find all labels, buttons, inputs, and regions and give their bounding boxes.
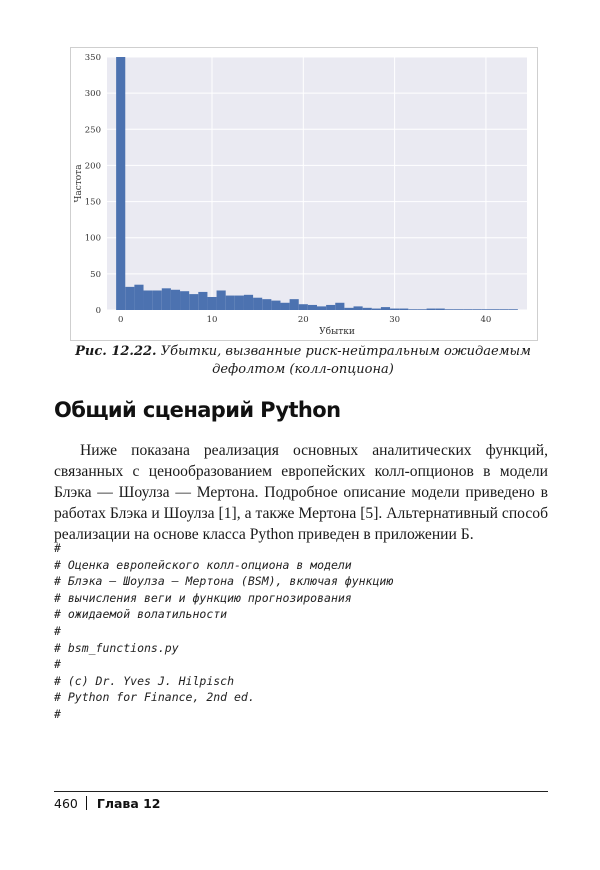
footer-separator	[86, 796, 87, 810]
histogram-bar	[381, 307, 390, 310]
histogram-bar	[317, 306, 326, 310]
histogram-figure	[70, 47, 538, 341]
histogram-bar	[445, 309, 454, 310]
histogram-bar	[390, 309, 399, 310]
y-tick-label: 350	[84, 53, 101, 63]
caption-text-1: Убытки, вызванные риск-нейтральным ожидаемым	[160, 344, 531, 359]
histogram-bar	[180, 291, 189, 310]
histogram-bar	[436, 309, 445, 310]
code-line: # bsm_functions.py	[54, 640, 179, 655]
histogram-bar	[399, 309, 408, 310]
histogram-bar	[372, 309, 381, 310]
x-tick-label: 40	[480, 315, 492, 325]
code-line: # Python for Finance, 2nd ed.	[54, 690, 255, 705]
histogram-bar	[253, 298, 262, 310]
histogram-bar	[144, 290, 153, 310]
histogram-bar	[326, 305, 335, 310]
histogram-bar	[363, 308, 372, 310]
code-line: #	[54, 657, 61, 672]
code-line: #	[54, 541, 61, 555]
histogram-bar	[290, 299, 299, 310]
section-title: Общий сценарий Python	[54, 398, 341, 422]
histogram-bar	[162, 288, 171, 310]
caption-line-2: дефолтом (колл-опциона)	[212, 362, 394, 377]
caption-line-1	[70, 343, 536, 361]
x-tick-label: 20	[297, 315, 309, 325]
histogram-bar	[226, 296, 235, 310]
histogram-bar	[134, 285, 143, 310]
x-tick-label: 0	[117, 315, 124, 325]
code-line: #	[54, 706, 61, 721]
code-line: # ожидаемой волатильности	[54, 607, 228, 622]
y-tick-label: 50	[90, 269, 101, 280]
code-line: # вычисления веги и функцию прогнозирования	[54, 590, 352, 605]
histogram-bar	[299, 304, 308, 310]
figure-number: Рис. 12.22.	[75, 344, 157, 359]
histogram-bar	[463, 309, 472, 310]
code-line: #	[54, 623, 61, 638]
chapter-label: Глава 12	[96, 796, 161, 811]
histogram-bar	[198, 292, 207, 310]
histogram-bar	[472, 309, 481, 310]
y-tick-label: 0	[95, 306, 101, 316]
histogram-bar	[116, 57, 125, 310]
histogram-bar	[417, 309, 426, 310]
histogram-bar	[500, 309, 509, 310]
histogram-bar	[271, 301, 280, 310]
histogram-bar	[509, 309, 518, 310]
x-tick-label: 10	[206, 315, 218, 325]
histogram-bar	[262, 299, 271, 310]
page-number: 460	[54, 796, 78, 811]
histogram-bar	[153, 290, 162, 310]
histogram-bar	[207, 297, 216, 310]
code-line: # Оценка европейского колл-опциона в модели	[54, 557, 352, 572]
histogram-bar	[481, 309, 490, 310]
histogram-bar	[171, 290, 180, 310]
y-tick-label: 100	[84, 233, 101, 244]
histogram-bar	[308, 305, 317, 310]
histogram-bar	[344, 308, 353, 310]
x-tick-label: 30	[389, 315, 401, 325]
histogram-bar	[217, 290, 226, 310]
loss-histogram-chart	[71, 48, 537, 340]
code-line: # (c) Dr. Yves J. Hilpisch	[54, 673, 235, 688]
y-tick-label: 200	[84, 161, 101, 172]
histogram-bar	[189, 294, 198, 310]
page-footer	[54, 796, 161, 811]
body-paragraph: Ниже показана реализация основных аналитических функций, связанных с ценообразованием европейских колл-опционов в модели Блэка — Шоулза — Мертона. Подробное описание модели приведено в работах Блэка и Шоулза [1], а также Мертона [5]. Альтернативный способ реализации на основе класса Python приведен в приложении Б.	[54, 442, 548, 543]
histogram-bar	[427, 309, 436, 310]
histogram-bar	[490, 309, 499, 310]
y-tick-label: 300	[84, 89, 101, 100]
x-axis-label: Убытки	[319, 327, 355, 337]
footer-rule	[54, 791, 548, 792]
histogram-bar	[354, 306, 363, 310]
y-tick-label: 150	[84, 197, 101, 208]
histogram-bar	[280, 303, 289, 310]
code-listing	[54, 540, 393, 723]
figure-caption	[70, 343, 536, 379]
histogram-bar	[125, 287, 134, 310]
histogram-bar	[244, 295, 253, 310]
y-axis-label: Частота	[74, 164, 84, 203]
histogram-bar	[408, 309, 417, 310]
plot-area	[107, 57, 527, 310]
y-tick-label: 250	[84, 125, 101, 136]
histogram-bar	[235, 296, 244, 310]
histogram-bar	[454, 309, 463, 310]
histogram-bar	[335, 303, 344, 310]
code-line: # Блэка — Шоулза — Мертона (BSM), включая функцию	[54, 574, 394, 589]
